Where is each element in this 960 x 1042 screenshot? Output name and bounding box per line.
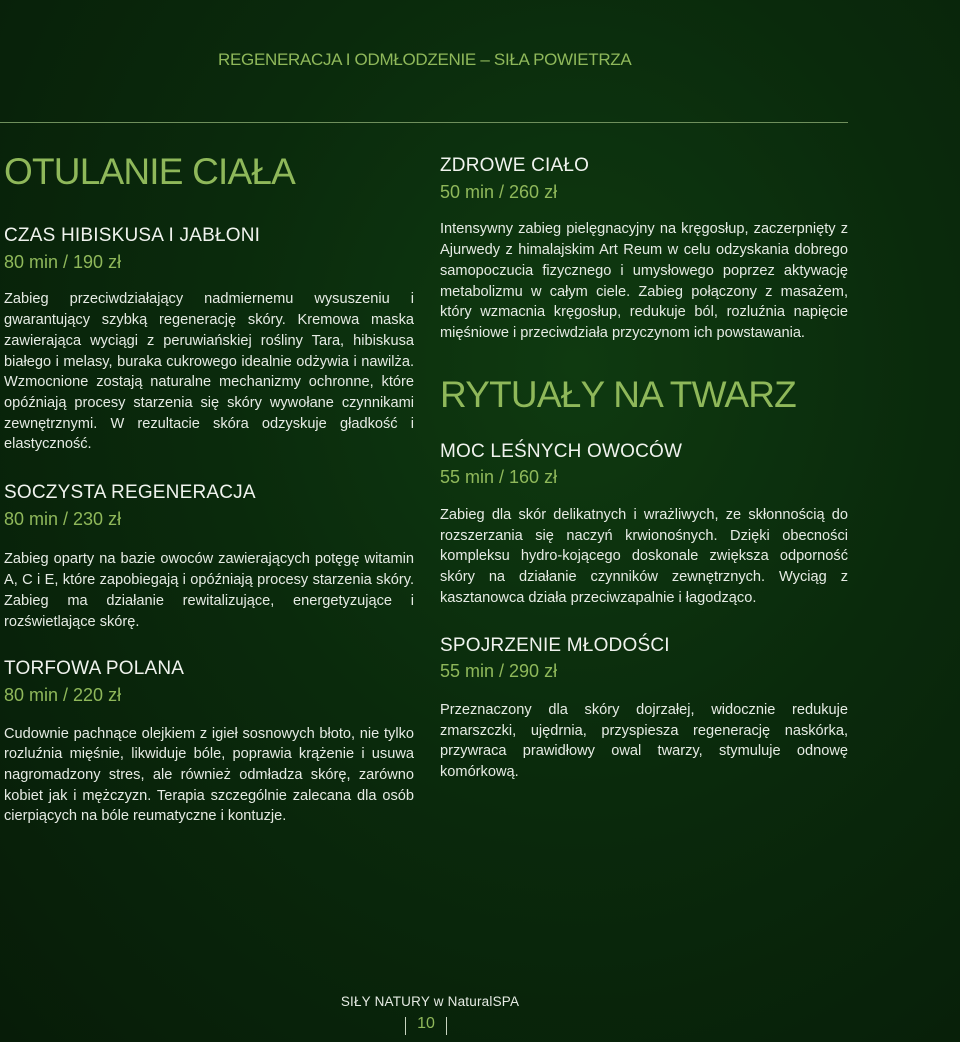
page-number-value: 10	[417, 1015, 435, 1032]
treatment-title: ZDROWE CIAŁO	[440, 155, 590, 176]
header-divider	[0, 122, 848, 123]
footer-title: SIŁY NATURY w NaturalSPA	[340, 994, 520, 1009]
treatment-title: SOCZYSTA REGENERACJA	[4, 482, 256, 504]
treatment-description: Zabieg oparty na bazie owoców zawierających potęgę witamin A, C i E, które zapobiegają i opóźniają procesy starzenia skóry. Zabieg ma działanie rewitalizujące, energetyzujące i rozświetlające skórę.	[4, 551, 414, 630]
treatment-description: Cudownie pachnące olejkiem z igieł sosnowych błoto, nie tylko rozluźnia mięśnie, likwiduje bóle, poprawia krążenie i usuwa nagromadzony stres, ale również odmładza skórę, zarówno kobiet jak i mężczyzn. Terapia szczególnie zalecana dla osób cierpiących na bóle reumatyczne i kontuzje.	[4, 725, 414, 825]
page-number-right-bar	[446, 1017, 447, 1035]
treatment-healthy-body	[440, 155, 848, 344]
treatment-title: TORFOWA POLANA	[4, 658, 185, 680]
section-title-body-wraps: OTULANIE CIAŁA	[4, 151, 296, 192]
treatment-title: MOC LEŚNYCH OWOCÓW	[440, 440, 683, 462]
treatment-title: SPOJRZENIE MŁODOŚCI	[440, 634, 670, 656]
treatment-price: 80 min / 190 zł	[4, 251, 122, 272]
treatment-price: 50 min / 260 zł	[440, 181, 558, 202]
treatment-price: 80 min / 230 zł	[4, 508, 122, 529]
page-header: REGENERACJA I ODMŁODZENIE – SIŁA POWIETRZA	[218, 50, 632, 69]
right-column	[440, 150, 848, 783]
treatment-price: 55 min / 160 zł	[440, 467, 558, 488]
treatment-forest-fruits	[440, 441, 848, 609]
treatment-description: Przeznaczony dla skóry dojrzałej, widocznie redukuje zmarszczki, ujędrnia, przyspiesza regenerację naskórka, przywraca prawidłowy owal twarzy, stymuluje odnowę komórkową.	[440, 701, 848, 781]
left-column	[4, 150, 414, 827]
treatment-peat-meadow	[4, 658, 414, 827]
treatment-juicy-regeneration	[4, 482, 414, 632]
treatment-title: CZAS HIBISKUSA I JABŁONI	[4, 225, 261, 246]
treatment-price: 55 min / 290 zł	[440, 661, 558, 682]
section-title-face-rituals: RYTUAŁY NA TWARZ	[440, 373, 796, 415]
treatment-description: Zabieg przeciwdziałający nadmiernemu wysuszeniu i gwarantujący szybką regenerację skóry. Kremowa maska zawierająca wyciągi z peruwiańskiej rośliny Tara, hibiskusa białego i melasy, buraka cukrowego idealnie odżywia i nawilża. Wzmocnione zostają naturalne mechanizmy ochronne, które opóźniają procesy starzenia się skóry wywołane czynnikami zewnętrznymi. W rezultacie skóra odzyskuje gładkość i elastyczność.	[4, 291, 414, 453]
treatment-price: 80 min / 220 zł	[4, 685, 122, 706]
treatment-description: Zabieg dla skór delikatnych i wrażliwych, ze skłonnością do rozszerzania się naczyń krwionośnych. Dzięki obecności kompleksu hydro-kojącego doskonale zwiększa odporność skóry na działanie czynników zewnętrznych. Wyciąg z kasztanowca działa przeciwzapalnie i łagodząco.	[440, 507, 848, 606]
treatment-description: Intensywny zabieg pielęgnacyjny na kręgosłup, zaczerpnięty z Ajurwedy z himalajskim Art Reum w celu odzyskania dobrego samopoczucia fizycznego i umysłowego poprzez aktywację metabolizmu w całym ciele. Zabieg połączony z masażem, który wzmacnia kręgosłup, redukuje ból, rozluźnia napięcie mięśniowe i przeciwdziała przyczynom ich powstawania.	[440, 221, 848, 341]
page-number	[405, 1015, 447, 1033]
page-number-left-bar	[405, 1017, 406, 1035]
treatment-youth-look	[440, 635, 848, 783]
treatment-hibiscus	[4, 225, 414, 455]
